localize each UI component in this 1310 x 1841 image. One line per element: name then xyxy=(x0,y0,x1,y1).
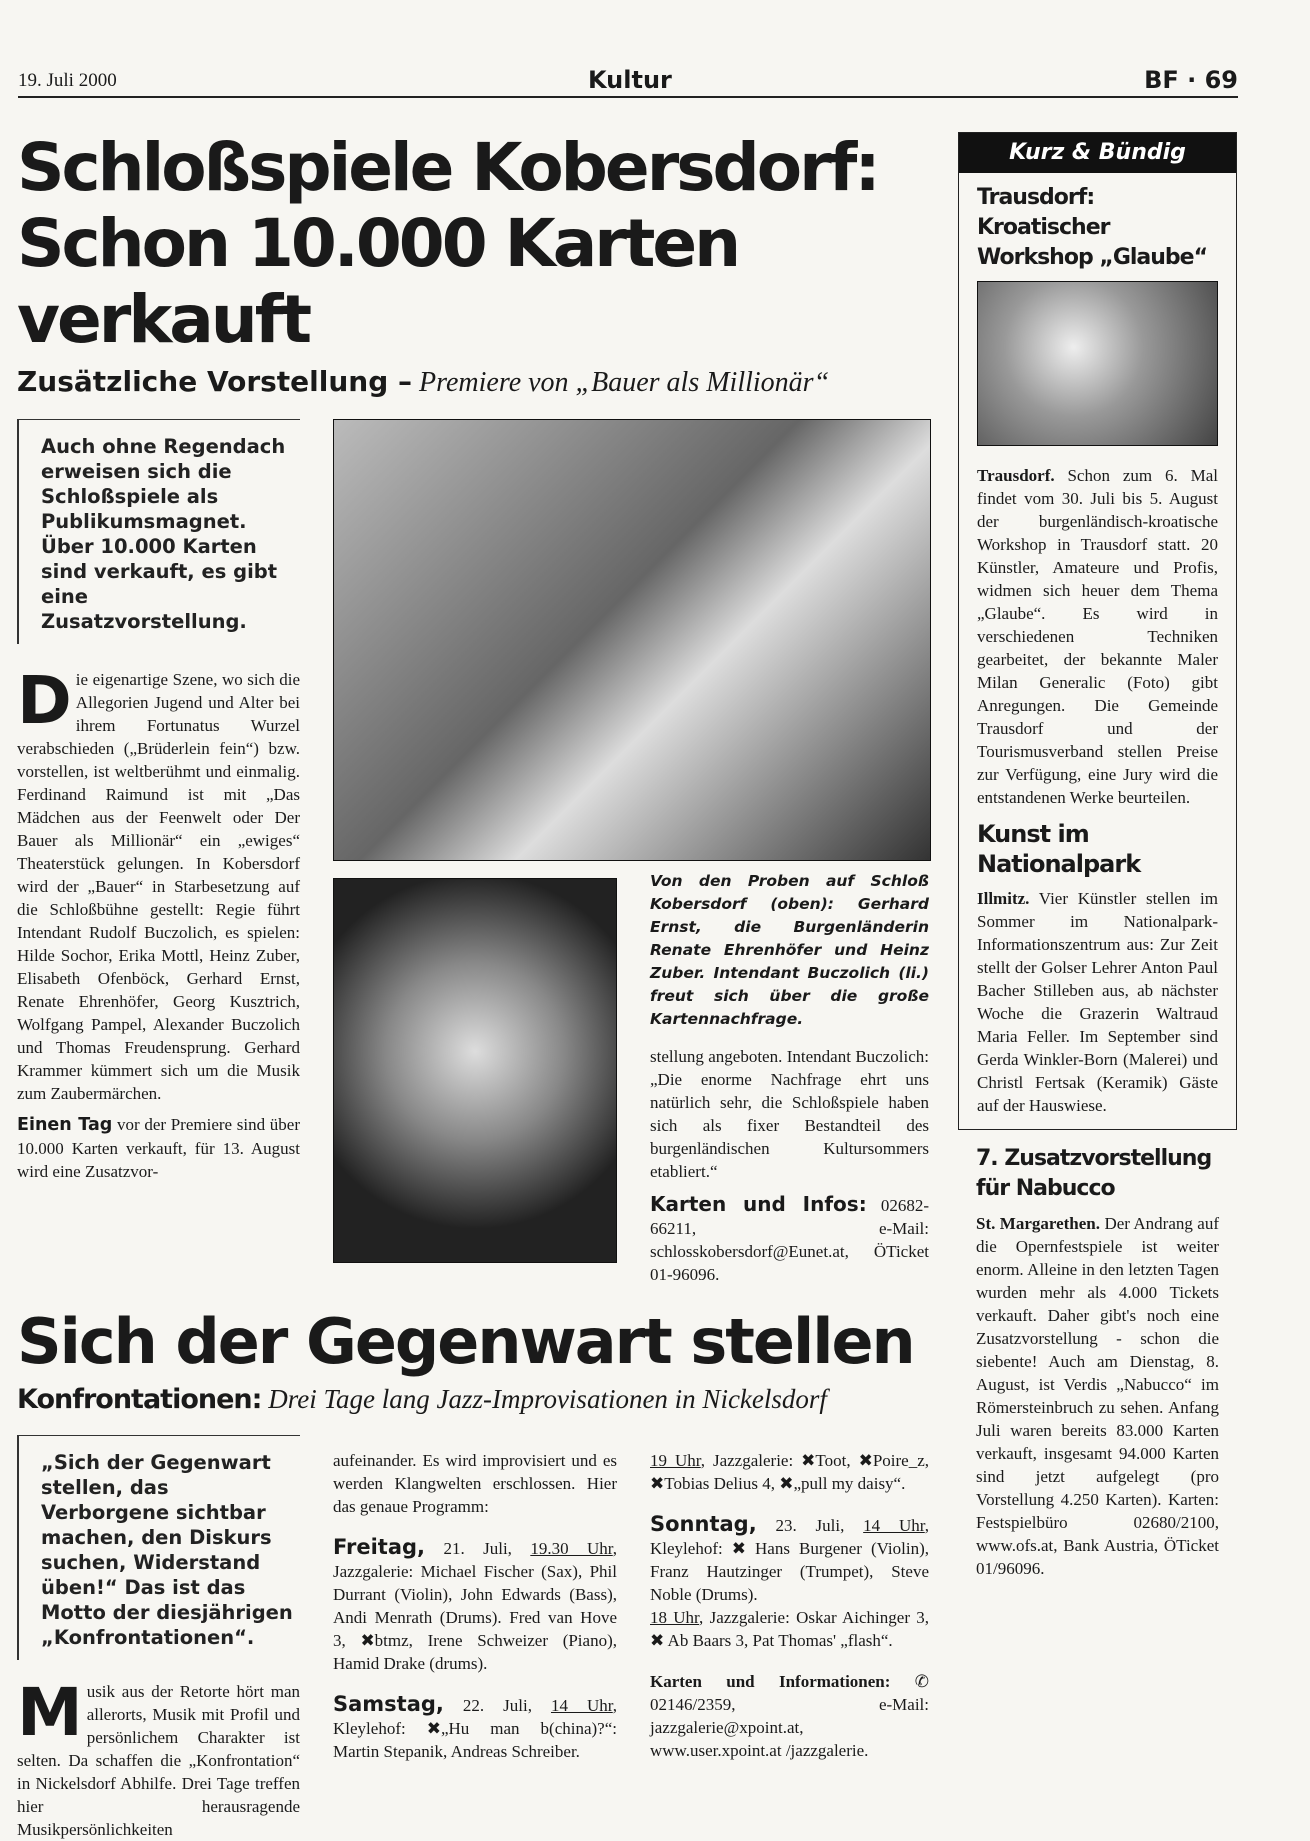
sidebar-item2-headline: Kunst im Nationalpark xyxy=(977,820,1141,878)
article1-body: Die eigenartige Szene, wo sich die Allegorien Jugend und Alter bei ihrem Fortunatus Wurzel verabschieden („Brüderlein fein“) bzw. vorstellen, ist weltberühmt und einmalig. Ferdinand Raimund ist mit „Das Mädchen aus der Feenwelt oder Der Bauer als Millionär“ ein „ewiges“ Theaterstück gelungen. In Kobersdorf wird der „Bauer“ in Starbesetzung auf die Schloßbühne gestellt: Regie führt Intendant Rudolf Buczolich, es spielen: Hilde Sochor, Erika Mottl, Heinz Zuber, Elisabeth Ofenböck, Gerhard Ernst, Renate Ehrenhöfer, Georg Kusztrich, Wolfgang Pampel, Alexander Buczolich und Thomas Freudensprung. Gerhard Krammer kümmert sich um die Musik zum Zaubermärchen. xyxy=(17,662,300,1103)
drop-cap: D xyxy=(17,662,72,739)
sidebar-item3 xyxy=(958,1144,1237,1580)
article1-left-column xyxy=(17,419,300,1183)
program-sunday-evening: 18 Uhr, Jazzgalerie: Oskar Aichinger 3, ✖ Ab Baars 3, Pat Thomas' „flash“. xyxy=(650,1608,930,1650)
sidebar-item1-headline: Trausdorf: Kroatischer Workshop „Glaube“ xyxy=(977,185,1208,270)
intendant-portrait-photo xyxy=(333,878,617,1263)
article2-left-column xyxy=(17,1435,300,1841)
article2 xyxy=(17,1435,931,1841)
article2-quote: „Sich der Gegenwart stellen, das Verborgene sichtbar machen, den Diskurs suchen, Widerstand üben!“ Das ist das Motto der diesjährigen „Konfrontationen“. xyxy=(17,1435,300,1660)
sidebar-title: Kurz & Bündig xyxy=(959,133,1236,173)
article1-lead: Auch ohne Regendach erweisen sich die Schloßspiele als Publikumsmagnet. Über 10.000 Karten sind verkauft, es gibt eine Zusatzvorstellung. xyxy=(17,419,300,644)
article2-body-2: aufeinander. Es wird improvisiert und es werden Klangwelten erschlossen. Hier das genaue Programm: xyxy=(333,1451,617,1516)
sidebar-kurz-buendig xyxy=(958,132,1237,1130)
article2-right-column xyxy=(650,1449,929,1762)
sidebar-item3-headline: 7. Zusatzvorstellung für Nabucco xyxy=(976,1146,1212,1201)
main-content xyxy=(17,130,931,1841)
workshop-photo xyxy=(977,281,1218,446)
program-friday: Freitag, 21. Juli, 19.30 Uhr, Jazzgalerie: Michael Fischer (Sax), Phil Durrant (Violin), John Edwards (Bass), Andi Menrath (Drums). Fred van Hove 3, ✖btmz, Irene Schweizer (Piano), Hamid Drake (drums). xyxy=(333,1535,617,1673)
article2-subhead: Konfrontationen: Drei Tage lang Jazz-Improvisationen in Nickelsdorf xyxy=(17,1384,827,1415)
article1-photo-block xyxy=(333,419,931,1286)
article1-subhead: Zusätzliche Vorstellung – Premiere von „Bauer als Millionär“ xyxy=(17,365,830,398)
rehearsal-photo xyxy=(333,419,931,861)
sidebar-item2-text: Illmitz. Vier Künstler stellen im Sommer im Nationalpark-Informationszentrum aus: Zur Zeit stellt der Golser Lehrer Anton Paul Bacher Stilleben aus, ab nächster Woche die Grazerin Waltraud Maria Feller. Im September sind Gerda Winkler-Born (Malerei) und Christl Fertsak (Keramik) Gäste auf der Hauswiese. xyxy=(977,889,1218,1115)
article2-middle-column xyxy=(333,1449,617,1763)
article2-headline: Sich der Gegenwart stellen xyxy=(17,1305,914,1378)
drop-cap: M xyxy=(17,1674,83,1751)
page-header xyxy=(18,68,1238,98)
sidebar-item1-text: Trausdorf. Schon zum 6. Mal findet vom 30. Juli bis 5. August der burgenländisch-kroatische Workshop in Trausdorf statt. 20 Künstler, Amateure und Profis, widmen sich heuer dem Thema „Glaube“. Es wird in verschiedenen Techniken gearbeitet, der bekannte Maler Milan Generalic (Foto) gibt Anregungen. Die Gemeinde Trausdorf und der Tourismusverband stellen Preise zur Verfügung, eine Jury wird die entstandenen Werke beurteilen. xyxy=(977,466,1218,807)
program-sunday: Sonntag, 23. Juli, 14 Uhr, Kleylehof: ✖ Hans Burgener (Violin), Franz Hautzinger (Trumpet), Steve Noble (Drums). xyxy=(650,1512,929,1604)
article2-body: Musik aus der Retorte hört man allerorts, Musik mit Profil und persönlichem Charakter ist selten. Da schaffen die „Konfrontation“ in Nickelsdorf Abhilfe. Drei Tage treffen hier herausragende Musikpersönlichkeiten xyxy=(17,1674,300,1839)
article1-body-3: stellung angeboten. Intendant Buczolich: „Die enorme Nachfrage ehrt uns natürlich sehr, die Schloßspiele haben sich als fixer Bestandteil des burgenländischen Kultursommers etabliert.“ xyxy=(650,1047,929,1181)
article2-ticket-info: Karten und Informationen: ✆ 02146/2359, e-Mail: jazzgalerie@xpoint.at, www.user.xpoint.at /jazzgalerie. xyxy=(650,1672,930,1760)
section-name: Kultur xyxy=(588,66,672,94)
article1-ticket-info: Karten und Infos: 02682-66211, e-Mail: schlosskobersdorf@Eunet.at, ÖTicket 01-96096. xyxy=(650,1192,929,1284)
program-saturday-evening: 19 Uhr, Jazzgalerie: ✖Toot, ✖Poire_z, ✖Tobias Delius 4, ✖„pull my daisy“. xyxy=(650,1451,929,1493)
article1-body-2: Einen Tag vor der Premiere sind über 10.000 Karten verkauft, für 13. August wird eine Zusatzvor- xyxy=(17,1115,300,1181)
photo-caption: Von den Proben auf Schloß Kobersdorf (oben): Gerhard Ernst, die Burgenländerin Renate Ehrenhöfer und Heinz Zuber. Intendant Buczolich (li.) freut sich über die große Kartennachfrage. xyxy=(650,872,929,1028)
article1 xyxy=(17,419,931,1286)
article1-headline: Schloßspiele Kobersdorf: Schon 10.000 Karten verkauft xyxy=(17,129,878,358)
program-saturday: Samstag, 22. Juli, 14 Uhr, Kleylehof: ✖„Hu man b(china)?“: Martin Stepanik, Andreas Schreiber. xyxy=(333,1692,617,1761)
article1-right-column xyxy=(650,870,929,1286)
sidebar-item3-text: St. Margarethen. Der Andrang auf die Opernfestspiele ist weiter enorm. Alleine in den letzten Tagen wurden mehr als 4.000 Tickets verkauft. Daher gibt's noch eine Zusatzvorstellung - schon die siebente! Auch am Dienstag, 8. August, ist Verdis „Nabucco“ im Römersteinbruch zu sehen. Anfang Juli waren bereits 83.000 Karten verkauft, insgesamt 94.000 Karten sind jetzt aufgelegt (pro Vorstellung 4.250 Karten). Karten: Festspielbüro 02680/2100, www.ofs.at, Bank Austria, ÖTicket 01/96096. xyxy=(976,1214,1219,1578)
issue-date: 19. Juli 2000 xyxy=(18,70,117,91)
page-number: BF · 69 xyxy=(1144,66,1238,94)
sidebar-column xyxy=(958,132,1237,1580)
